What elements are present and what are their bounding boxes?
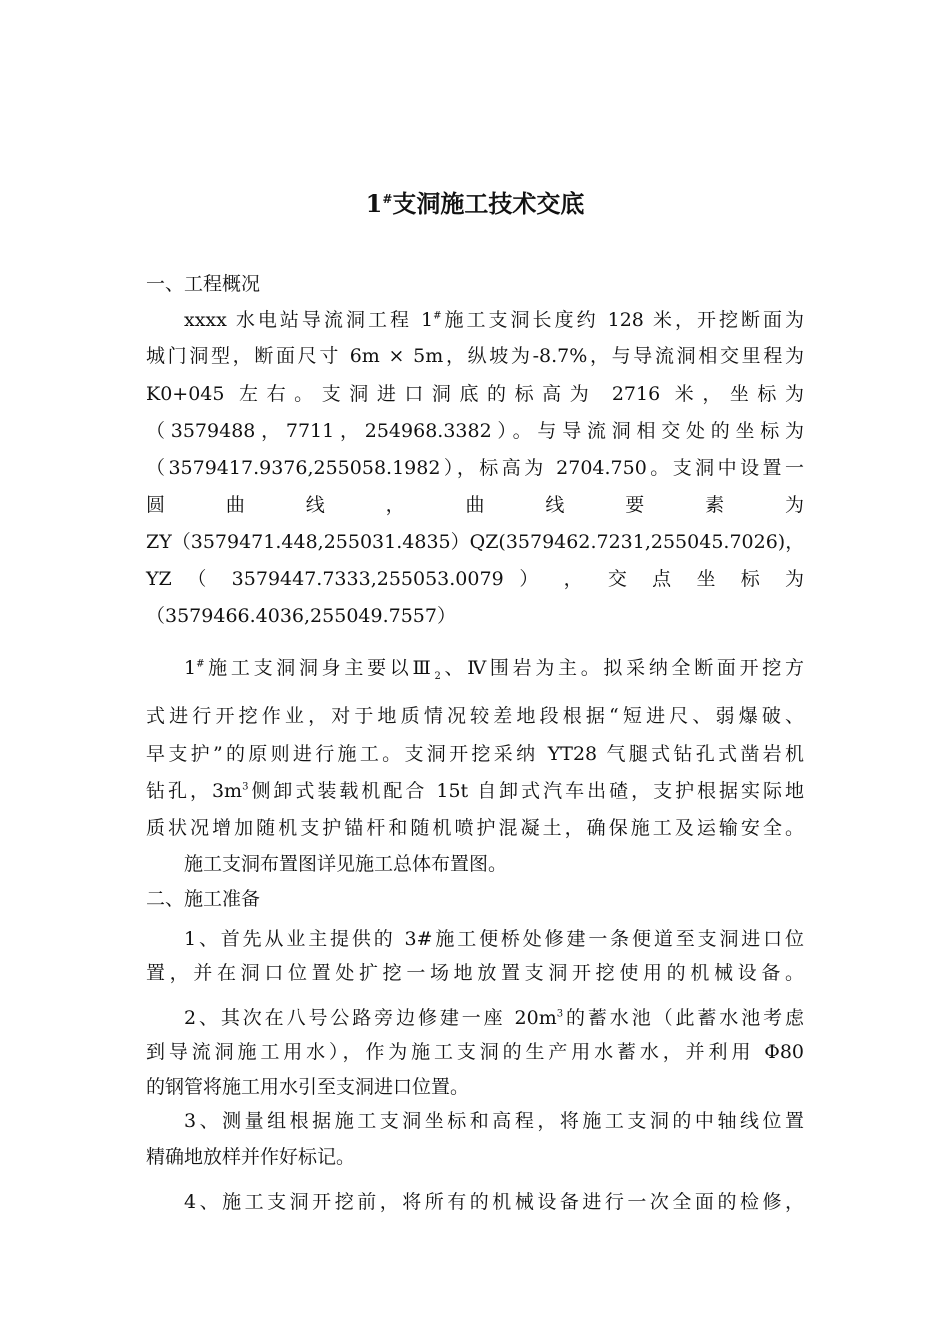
paragraph-line: 1#施工支洞洞身主要以$Ⅲ_2$、Ⅳ围岩为主。拟采纳全断面开挖方 [184,657,804,682]
list-item-line: 2、其次在八号公路旁边修建一座 $20m^3$的蓄水池（此蓄水池考虑 [184,1007,804,1029]
paragraph-line: xxxx 水电站导流洞工程 1#施工支洞长度约 128 米，开挖断面为 [184,309,804,331]
paragraph-line: （3579488，7711，254968.3382）。与导流洞相交处的坐标为 [146,420,804,442]
paragraph-line: 早支护”的原则进行施工。支洞开挖采纳 YT28 气腿式钻孔式凿岩机 [146,743,804,765]
list-item-line: 精确地放样并作好标记。 [146,1146,356,1168]
list-item-line: 4、施工支洞开挖前，将所有的机械设备进行一次全面的检修， [184,1191,804,1213]
list-item-line: 的钢管将施工用水引至支洞进口位置。 [146,1076,470,1098]
paragraph-line: （3579466.4036,255049.7557） [146,605,456,627]
section-heading-preparation: 二、施工准备 [146,888,261,910]
paragraph-line: ZY（3579471.448,255031.4835）QZ(3579462.7231,255045.7026)， [146,531,805,553]
paragraph-line: 城门洞型，断面尺寸 6m × 5m，纵坡为-8.7%，与导流洞相交里程为 [146,345,804,367]
list-item-line: 3、测量组根据施工支洞坐标和高程，将施工支洞的中轴线位置 [184,1110,804,1132]
paragraph-line: K0+045 左右。支洞进口洞底的标高为 2716 米，坐标为 [146,383,804,405]
paragraph-line: 施工支洞布置图详见施工总体布置图。 [184,853,508,875]
paragraph-line: 钻孔，$3m^3$侧卸式装载机配合 15t 自卸式汽车出碴，支护根据实际地 [146,780,804,802]
paragraph-line: 质状况增加随机支护锚杆和随机喷护混凝土，确保施工及运输安全。 [146,817,804,839]
paragraph-line: 式进行开挖作业，对于地质情况较差地段根据“短进尺、弱爆破、 [146,705,804,727]
list-item-line: 到导流洞施工用水），作为施工支洞的生产用水蓄水，并利用 Φ80 [146,1041,804,1063]
document-title: 1#支洞施工技术交底 [365,189,585,218]
paragraph-line: 圆 曲 线 ， 曲 线 要 素 为 [146,494,804,516]
paragraph-line: （3579417.9376,255058.1982），标高为 2704.750。支洞中设置一 [146,457,804,479]
list-item-line: 1、首先从业主提供的 3#施工便桥处修建一条便道至支洞进口位 [184,928,804,950]
list-item-line: 置，并在洞口位置处扩挖一场地放置支洞开挖使用的机械设备。 [146,962,804,984]
section-heading-overview: 一、工程概况 [146,273,261,295]
paragraph-line: YZ （ 3579447.7333,255053.0079 ） ， 交 点 坐 标 为 [146,568,804,590]
